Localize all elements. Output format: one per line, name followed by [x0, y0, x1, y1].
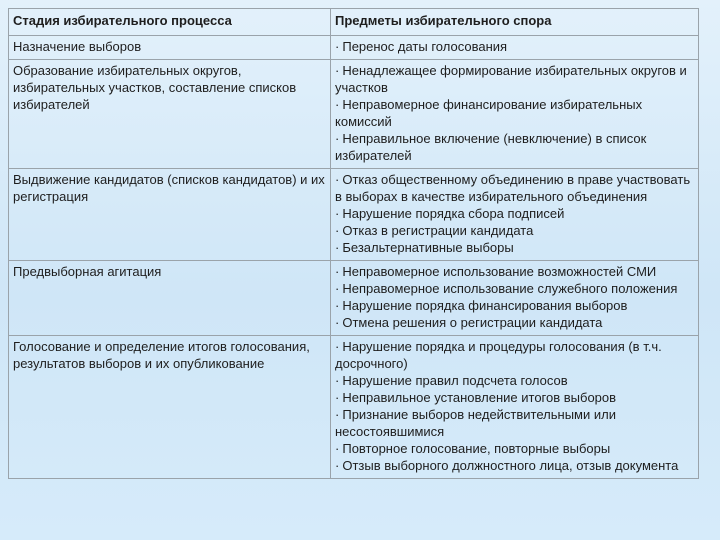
subject-text: Неправомерное использование служебного положения — [342, 281, 678, 296]
subject-text: Неправильное включение (невключение) в список избирателей — [335, 131, 647, 163]
bullet-icon: · — [335, 206, 340, 221]
subject-item — [335, 389, 694, 406]
subject-text: Отзыв выборного должностного лица, отзыв документа — [342, 458, 679, 473]
subject-text: Ненадлежащее формирование избирательных округов и участков — [335, 63, 687, 95]
subject-item — [335, 96, 694, 130]
bullet-icon: · — [335, 298, 340, 313]
table-row — [9, 261, 699, 336]
subject-item — [335, 280, 694, 297]
header-stage: Стадия избирательного процесса — [9, 9, 331, 36]
subject-item — [335, 314, 694, 331]
subject-item — [335, 440, 694, 457]
subject-text: Неправомерное использование возможностей СМИ — [342, 264, 657, 279]
subject-item — [335, 297, 694, 314]
table-header-row — [9, 9, 699, 36]
subjects-cell — [331, 336, 699, 479]
bullet-icon: · — [335, 39, 340, 54]
subject-text: Отказ в регистрации кандидата — [342, 223, 534, 238]
subject-item — [335, 130, 694, 164]
subject-item — [335, 205, 694, 222]
bullet-icon: · — [335, 373, 340, 388]
stage-cell: Выдвижение кандидатов (списков кандидатов) и их регистрация — [9, 169, 331, 261]
bullet-icon: · — [335, 172, 340, 187]
subject-text: Перенос даты голосования — [342, 39, 508, 54]
subject-item — [335, 338, 694, 372]
bullet-icon: · — [335, 390, 340, 405]
subject-text: Нарушение порядка и процедуры голосования (в т.ч. досрочного) — [335, 339, 662, 371]
bullet-icon: · — [335, 407, 340, 422]
stage-cell: Предвыборная агитация — [9, 261, 331, 336]
subjects-cell — [331, 169, 699, 261]
subjects-cell — [331, 36, 699, 60]
stage-cell: Образование избирательных округов, избирательных участков, составление списков избирателей — [9, 60, 331, 169]
table-row — [9, 36, 699, 60]
bullet-icon: · — [335, 97, 340, 112]
subject-text: Неправомерное финансирование избирательных комиссий — [335, 97, 643, 129]
bullet-icon: · — [335, 223, 340, 238]
document-page — [8, 8, 708, 536]
bullet-icon: · — [335, 131, 340, 146]
subject-text: Отмена решения о регистрации кандидата — [342, 315, 603, 330]
table-row — [9, 169, 699, 261]
subject-text: Нарушение правил подсчета голосов — [342, 373, 568, 388]
table-row — [9, 336, 699, 479]
bullet-icon: · — [335, 339, 340, 354]
subject-text: Нарушение порядка финансирования выборов — [342, 298, 628, 313]
subject-text: Признание выборов недействительными или несостоявшимися — [335, 407, 616, 439]
subject-text: Отказ общественному объединению в праве участвовать в выборах в качестве избирательного объединения — [335, 172, 691, 204]
subject-item — [335, 239, 694, 256]
subject-item — [335, 62, 694, 96]
subject-item — [335, 457, 694, 474]
stage-cell: Голосование и определение итогов голосования, результатов выборов и их опубликование — [9, 336, 331, 479]
subject-item — [335, 171, 694, 205]
bullet-icon: · — [335, 63, 340, 78]
bullet-icon: · — [335, 240, 340, 255]
table-row — [9, 60, 699, 169]
subject-item — [335, 38, 694, 55]
bullet-icon: · — [335, 458, 340, 473]
subject-text: Безальтернативные выборы — [342, 240, 514, 255]
election-disputes-table — [8, 8, 699, 479]
subject-item — [335, 222, 694, 239]
subject-text: Повторное голосование, повторные выборы — [342, 441, 611, 456]
subjects-cell — [331, 60, 699, 169]
subject-item — [335, 406, 694, 440]
subject-text: Нарушение порядка сбора подписей — [342, 206, 565, 221]
subjects-cell — [331, 261, 699, 336]
subject-item — [335, 263, 694, 280]
bullet-icon: · — [335, 441, 340, 456]
bullet-icon: · — [335, 281, 340, 296]
bullet-icon: · — [335, 264, 340, 279]
subject-item — [335, 372, 694, 389]
stage-cell: Назначение выборов — [9, 36, 331, 60]
header-subjects: Предметы избирательного спора — [331, 9, 699, 36]
subject-text: Неправильное установление итогов выборов — [342, 390, 617, 405]
bullet-icon: · — [335, 315, 340, 330]
